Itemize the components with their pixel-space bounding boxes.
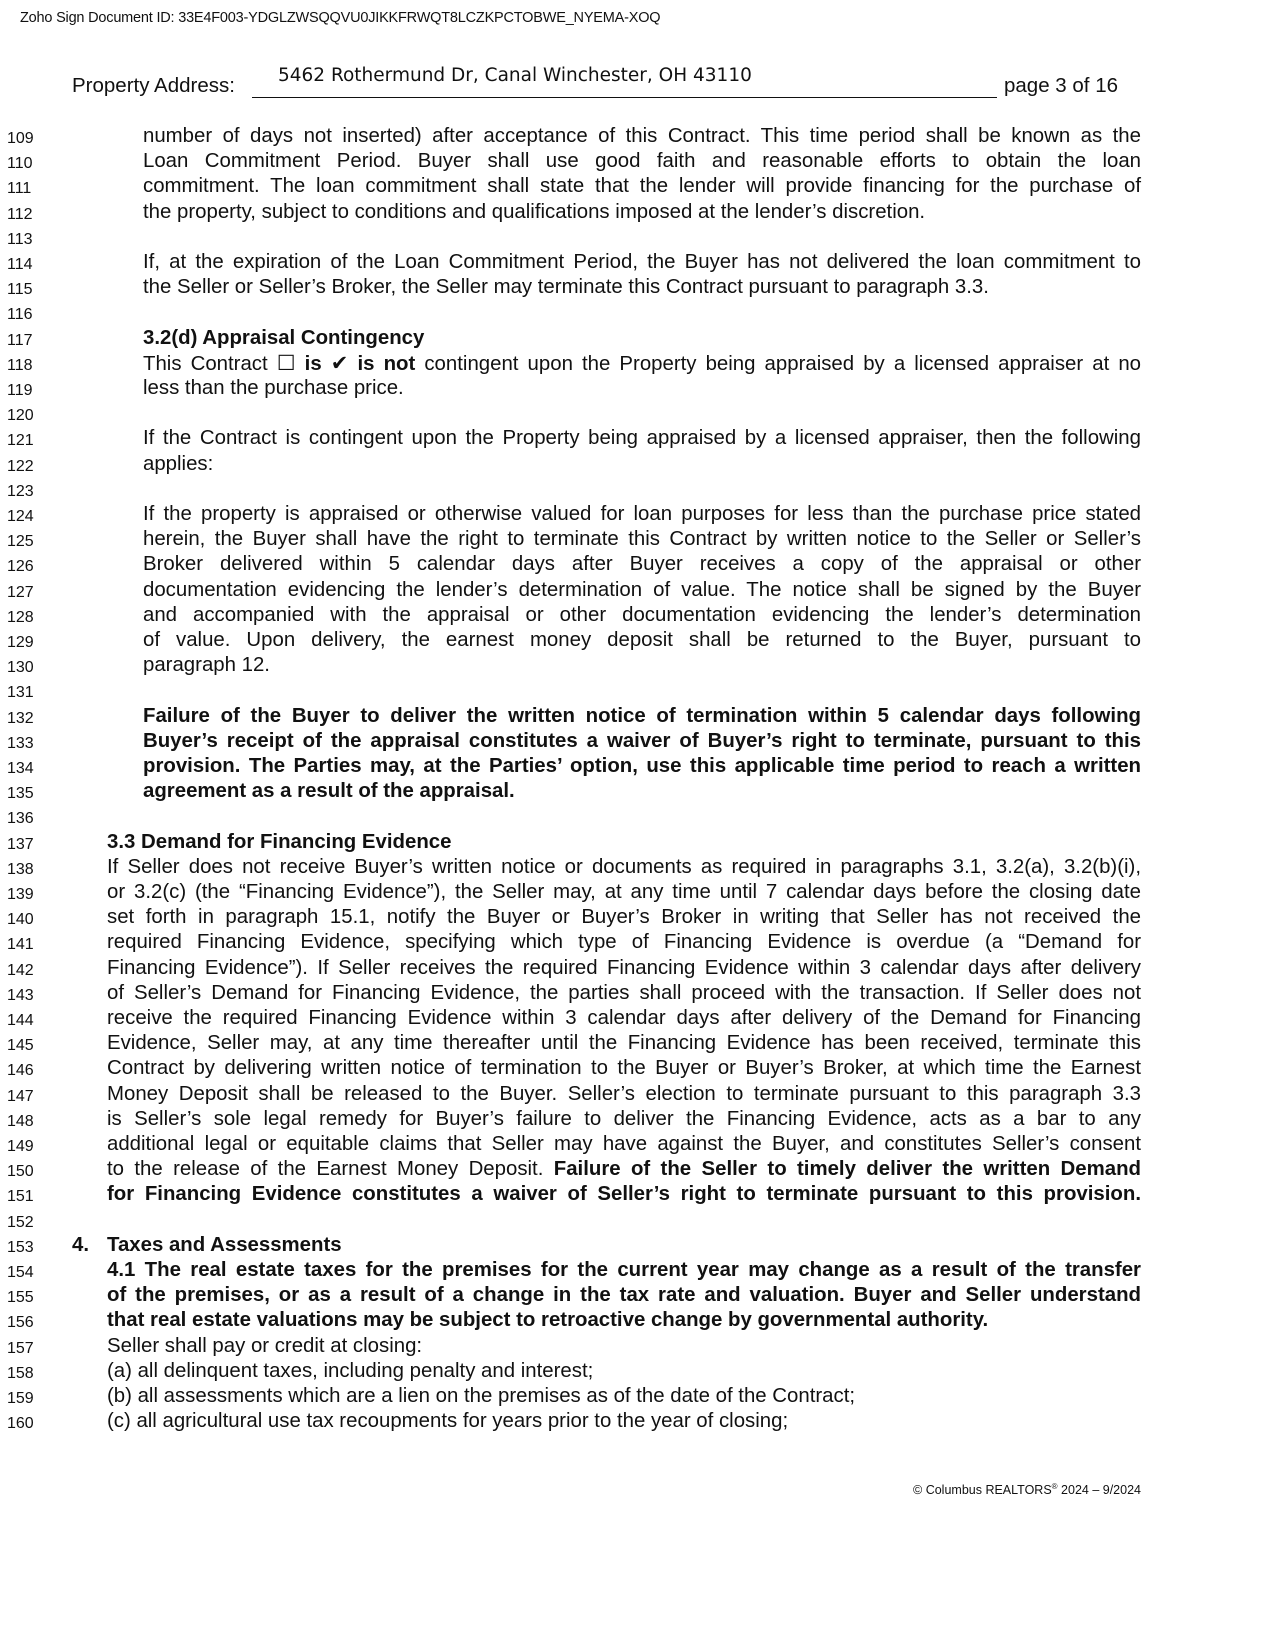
line-text [107, 1182, 1141, 1207]
line-text [107, 855, 1141, 880]
text-segment: Money Deposit shall be released to the Buyer. Seller’s election to terminate pursuant to this paragraph 3.3 [107, 1082, 1141, 1105]
document-line [0, 1283, 1275, 1308]
line-number: 147 [7, 1087, 34, 1105]
edition-text: 2024 – 9/2024 [1057, 1483, 1141, 1498]
text-segment: the Seller or Seller’s Broker, the Seller may terminate this Contract pursuant to paragraph 3.3. [143, 276, 989, 299]
document-line [0, 1132, 1275, 1157]
document-line [0, 351, 1275, 376]
document-line [0, 1157, 1275, 1182]
bold-text: is [295, 352, 331, 375]
document-line [0, 1308, 1275, 1333]
line-number: 133 [7, 734, 34, 752]
line-number: 138 [7, 860, 34, 878]
bold-text: Buyer’s receipt of the appraisal constitutes a waiver of Buyer’s right to terminate, pursuant to this [143, 729, 1141, 752]
document-line [0, 1384, 1275, 1409]
line-text [107, 1157, 1141, 1182]
line-text [143, 200, 925, 225]
document-line [0, 477, 1275, 502]
line-number: 110 [7, 155, 33, 173]
line-number: 112 [7, 205, 33, 223]
bold-text: Failure of the Seller to timely deliver the written Demand [553, 1158, 1141, 1181]
line-text [143, 275, 989, 300]
text-segment: This Contract [143, 352, 277, 375]
document-line [0, 678, 1275, 703]
line-text [107, 1334, 422, 1359]
line-number: 118 [7, 356, 33, 374]
line-number: 143 [7, 986, 34, 1004]
text-segment: applies: [143, 452, 214, 475]
text-segment: of value. Upon delivery, the earnest money deposit shall be returned to the Buyer, pursuant to [143, 629, 1141, 651]
line-text [143, 779, 515, 804]
line-number: 130 [7, 659, 34, 677]
line-text [143, 250, 1141, 275]
line-text [143, 653, 270, 678]
line-text [107, 930, 1141, 955]
document-line [0, 452, 1275, 477]
text-segment: (b) all assessments which are a lien on the premises as of the date of the Contract; [107, 1385, 856, 1407]
document-line [0, 250, 1275, 275]
bold-text: that real estate valuations may be subject to retroactive change by governmental authority. [107, 1309, 989, 1332]
text-segment: documentation evidencing the lender’s determination of value. The notice shall be signed by the Buyer [143, 578, 1141, 601]
line-number: 116 [7, 306, 33, 324]
line-number: 145 [7, 1037, 34, 1055]
document-line [0, 1082, 1275, 1107]
document-line [0, 149, 1275, 174]
document-line [0, 1031, 1275, 1056]
line-number: 149 [7, 1138, 34, 1155]
document-line [0, 174, 1275, 199]
line-text [143, 527, 1141, 552]
line-number: 129 [7, 634, 34, 651]
line-text [107, 1107, 1141, 1132]
document-line [0, 956, 1275, 981]
document-line [0, 502, 1275, 527]
bold-text: Failure of the Buyer to deliver the written notice of termination within 5 calendar days following [143, 704, 1141, 727]
line-text [143, 124, 1141, 149]
line-text [107, 1283, 1141, 1308]
document-line [0, 1409, 1275, 1434]
document-line [0, 905, 1275, 930]
text-segment: Seller shall pay or credit at closing: [107, 1334, 423, 1357]
line-number: 150 [7, 1163, 34, 1181]
line-text [143, 426, 1141, 451]
text-segment: commitment. The loan commitment shall state that the lender will provide financing for the purchase of [143, 175, 1141, 198]
document-line [0, 1334, 1275, 1359]
property-address-value: 5462 Rothermund Dr, Canal Winchester, OH 43110 [278, 65, 752, 86]
text-segment: If the Contract is contingent upon the Property being appraised by a licensed appraiser, then the following [143, 427, 1141, 450]
line-number: 148 [7, 1112, 34, 1130]
document-line [0, 779, 1275, 804]
document-line [0, 653, 1275, 678]
line-text [107, 905, 1141, 930]
text-segment: herein, the Buyer shall have the right to terminate this Contract by written notice to the Seller or Seller’s [143, 528, 1141, 551]
text-segment: the property, subject to conditions and qualifications imposed at the lender’s discretion. [143, 200, 926, 223]
line-text [107, 1308, 988, 1333]
text-segment: If the property is appraised or otherwise valued for loan purposes for less than the purchase price stated [143, 503, 1141, 525]
document-line [0, 855, 1275, 880]
line-text [143, 376, 404, 401]
document-line [0, 326, 1275, 351]
document-id: Zoho Sign Document ID: 33E4F003-YDGLZWSQQVU0JIKKFRWQT8LCZKPCTOBWE_NYEMA-XOQ [20, 10, 661, 26]
line-number: 134 [7, 760, 34, 777]
text-segment: of Seller’s Demand for Financing Evidence, the parties shall proceed with the transaction. If Seller does not [107, 981, 1141, 1004]
line-text [107, 880, 1141, 905]
line-number: 158 [7, 1364, 34, 1382]
text-segment: Financing Evidence”). If Seller receives the required Financing Evidence within 3 calendar days after delivery [107, 956, 1141, 979]
text-segment: is Seller’s sole legal remedy for Buyer’s failure to deliver the Financing Evidence, acts as a bar to any [107, 1107, 1141, 1130]
line-number: 123 [7, 482, 34, 500]
document-line [0, 1359, 1275, 1384]
line-number: 153 [7, 1238, 34, 1256]
line-number: 117 [7, 331, 33, 349]
line-text [72, 1233, 89, 1258]
line-number: 159 [7, 1390, 34, 1407]
line-number: 127 [7, 583, 34, 601]
property-address-field [252, 65, 997, 98]
text-segment: Evidence, Seller may, at any time thereafter until the Financing Evidence has been received, terminate this [107, 1032, 1141, 1055]
document-line [0, 225, 1275, 250]
text-segment: (c) all agricultural use tax recoupments for years prior to the year of closing; [107, 1410, 789, 1433]
text-segment: required Financing Evidence, specifying which type of Financing Evidence is overdue (a “Demand for [107, 931, 1141, 954]
line-text [107, 1409, 788, 1434]
document-line [0, 880, 1275, 905]
checkmark-icon: ✔ [330, 351, 349, 375]
text-segment: Contract by delivering written notice of termination to the Buyer or Buyer’s Broker, at which time the Earnest [107, 1057, 1141, 1080]
line-text [107, 1258, 1141, 1283]
line-number: 152 [7, 1213, 34, 1231]
line-number: 111 [7, 180, 32, 198]
line-number: 157 [7, 1339, 34, 1357]
page-header [72, 65, 1142, 104]
document-line [0, 830, 1275, 855]
line-number: 121 [7, 432, 34, 450]
document-line [0, 401, 1275, 426]
line-text [143, 754, 1141, 779]
document-line [0, 1006, 1275, 1031]
line-text [143, 603, 1141, 628]
line-number: 131 [7, 684, 34, 702]
line-text [107, 1132, 1141, 1157]
document-line [0, 552, 1275, 577]
line-number: 120 [7, 407, 34, 425]
line-number: 144 [7, 1012, 34, 1029]
line-text [107, 1359, 593, 1384]
line-number: 109 [7, 130, 34, 147]
line-number: 135 [7, 785, 34, 803]
document-line [0, 200, 1275, 225]
text-segment: receive the required Financing Evidence within 3 calendar days after delivery of the Demand for Financing [107, 1007, 1141, 1029]
document-line [0, 603, 1275, 628]
document-line [0, 628, 1275, 653]
document-line [0, 1258, 1275, 1283]
text-segment: additional legal or equitable claims that Seller may have against the Buyer, and constitutes Seller’s consent [107, 1133, 1141, 1155]
document-line [0, 527, 1275, 552]
text-segment: or 3.2(c) (the “Financing Evidence”), the Seller may, at any time until 7 calendar days before the closing date [107, 881, 1141, 903]
line-text [143, 326, 424, 351]
line-number: 125 [7, 533, 34, 551]
line-number: 142 [7, 961, 34, 979]
section-heading: Taxes and Assessments [107, 1233, 342, 1256]
registered-mark: ® [1051, 1482, 1058, 1491]
text-segment: set forth in paragraph 15.1, notify the Buyer or Buyer’s Broker in writing that Seller has not received the [107, 906, 1141, 929]
document-line [0, 1182, 1275, 1207]
document-line [0, 704, 1275, 729]
line-number: 136 [7, 810, 34, 828]
line-text [107, 830, 451, 855]
document-line [0, 426, 1275, 451]
bold-text: 3.3 Demand for Financing Evidence [107, 830, 452, 853]
bold-text: provision. The Parties may, at the Parties’ option, use this applicable time period to reach a written [143, 755, 1141, 777]
document-line [0, 729, 1275, 754]
line-text [107, 1082, 1141, 1107]
line-text [143, 452, 213, 477]
text-segment: contingent upon the Property being appraised by a licensed appraiser at no [415, 352, 1142, 375]
line-number: 115 [7, 281, 33, 299]
line-number: 141 [7, 936, 34, 954]
line-text [107, 1384, 855, 1409]
line-number: 124 [7, 508, 34, 525]
property-address-label: Property Address: [72, 74, 235, 97]
line-number: 146 [7, 1062, 34, 1080]
document-line [0, 124, 1275, 149]
document-line [0, 1208, 1275, 1233]
line-number: 137 [7, 835, 34, 853]
text-segment: to the release of the Earnest Money Deposit. [107, 1158, 554, 1181]
page-number: page 3 of 16 [1004, 74, 1118, 97]
bold-text: 3.2(d) Appraisal Contingency [143, 326, 425, 349]
document-line [0, 1233, 1275, 1258]
bold-text: 4. [72, 1233, 90, 1256]
line-text [107, 956, 1141, 981]
footer-copyright [913, 1482, 1141, 1497]
line-text [143, 351, 1141, 377]
line-number: 160 [7, 1415, 34, 1433]
line-number: 154 [7, 1264, 34, 1281]
line-text [143, 174, 1141, 199]
line-text [143, 552, 1141, 577]
bold-text: agreement as a result of the appraisal. [143, 780, 515, 803]
line-text [143, 729, 1141, 754]
line-text [143, 704, 1141, 729]
line-text [107, 1006, 1141, 1031]
line-text [143, 502, 1141, 527]
document-line [0, 981, 1275, 1006]
bold-text: for Financing Evidence constitutes a waiver of Seller’s right to terminate pursuant to this provision. [107, 1183, 1141, 1206]
line-number: 126 [7, 558, 34, 576]
line-number: 113 [7, 230, 33, 248]
bold-text: of the premises, or as a result of a change in the tax rate and valuation. Buyer and Seller understand [107, 1284, 1141, 1307]
line-text [143, 149, 1141, 174]
line-number: 139 [7, 886, 34, 903]
bold-text: is not [348, 352, 416, 375]
line-text [143, 578, 1141, 603]
line-number: 122 [7, 457, 34, 475]
line-text [107, 1031, 1141, 1056]
document-line [0, 930, 1275, 955]
copyright-text: © Columbus REALTORS [913, 1483, 1052, 1498]
document-line [0, 376, 1275, 401]
document-line [0, 578, 1275, 603]
text-segment: paragraph 12. [143, 654, 270, 677]
line-number: 156 [7, 1314, 34, 1332]
line-number: 155 [7, 1289, 34, 1307]
text-segment: and accompanied with the appraisal or other documentation evidencing the lender’s determination [143, 603, 1141, 626]
text-segment: less than the purchase price. [143, 377, 404, 399]
line-text [107, 1056, 1141, 1081]
document-line [0, 1107, 1275, 1132]
line-number: 132 [7, 709, 34, 727]
checkbox-icon: ☐ [276, 351, 296, 375]
document-line [0, 275, 1275, 300]
document-line [0, 754, 1275, 779]
text-segment: Loan Commitment Period. Buyer shall use good faith and reasonable efforts to obtain the loan [143, 150, 1141, 173]
text-segment: (a) all delinquent taxes, including penalty and interest; [107, 1359, 594, 1382]
line-text [143, 628, 1141, 653]
line-number: 151 [7, 1188, 34, 1206]
bold-text: 4.1 The real estate taxes for the premises for the current year may change as a result of the transfer [107, 1259, 1141, 1281]
line-number: 119 [7, 382, 33, 399]
line-number: 114 [7, 256, 33, 273]
line-text [107, 981, 1141, 1006]
line-number: 128 [7, 608, 34, 626]
line-number: 140 [7, 911, 34, 929]
text-segment: Broker delivered within 5 calendar days after Buyer receives a copy of the appraisal or other [143, 553, 1141, 576]
document-line [0, 804, 1275, 829]
text-segment: number of days not inserted) after acceptance of this Contract. This time period shall be known as the [143, 125, 1141, 147]
document-line [0, 300, 1275, 325]
document-line [0, 1056, 1275, 1081]
text-segment: If Seller does not receive Buyer’s written notice or documents as required in paragraphs 3.1, 3.2(a), 3.2(b)(i), [107, 855, 1141, 878]
text-segment: If, at the expiration of the Loan Commitment Period, the Buyer has not delivered the loan commitment to [143, 251, 1141, 273]
